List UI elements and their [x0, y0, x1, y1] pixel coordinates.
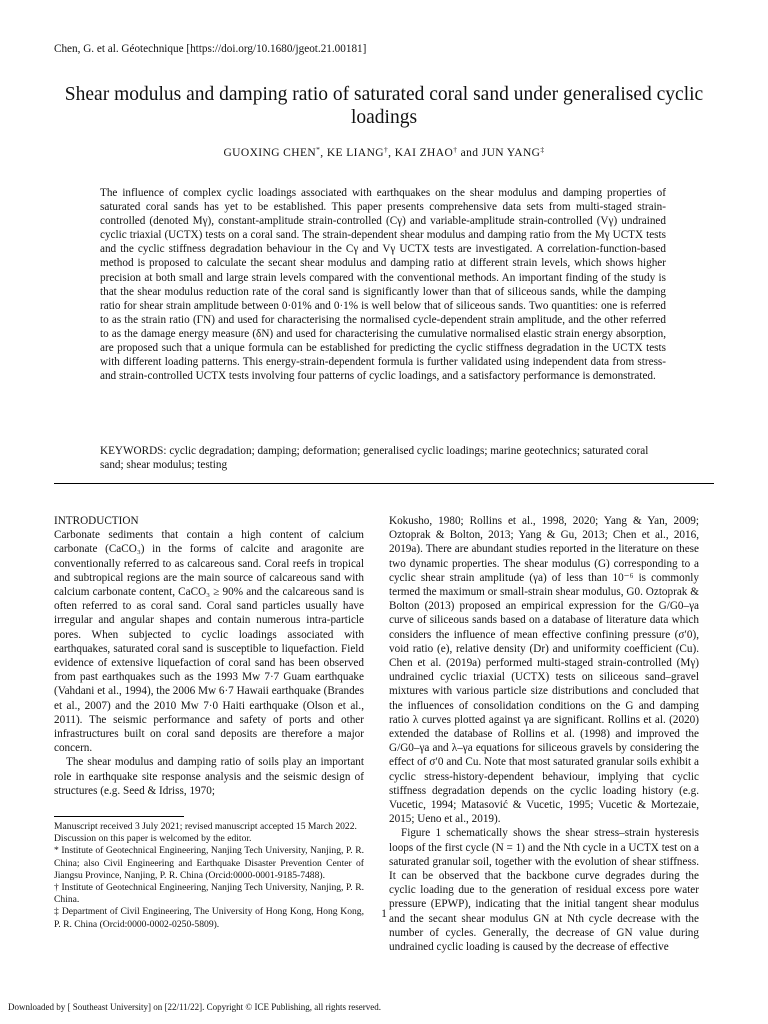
footnote-divider — [54, 816, 184, 817]
author-list — [54, 146, 714, 160]
author-name: KAI ZHAO — [394, 147, 454, 159]
author-conjunction: and — [457, 147, 482, 159]
author-affiliation-mark: † — [384, 145, 389, 154]
left-column — [54, 514, 364, 798]
footnote-affiliation: ‡ Department of Civil Engineering, The University of Hong Kong, Hong Kong, P. R. China (Orcid:0000-0002-0250-5809). — [54, 906, 364, 930]
article-title: Shear modulus and damping ratio of saturated coral sand under generalised cyclic loadings — [64, 84, 704, 128]
keywords — [100, 444, 666, 472]
author-separator: , — [388, 147, 395, 159]
author-affiliation-mark: ‡ — [540, 145, 545, 154]
author-affiliation-mark: * — [316, 145, 321, 154]
author-name: KE LIANG — [326, 147, 384, 159]
footnote-discussion: Discussion on this paper is welcomed by the editor. — [54, 833, 252, 845]
paragraph: Kokusho, 1980; Rollins et al., 1998, 2020; Yang & Yan, 2009; Oztoprak & Bolton, 2013; Yang & Gu, 2013; Chen et al., 2016, 2019a). There are abundant studies reported in the literature on these two dynamic properties. The shear modulus (G) corresponding to a cyclic shear strain amplitude (γa) of less than 10⁻⁶ is commonly termed the maximum or small-strain shear modulus, G0. Oztoprak & Bolton (2013) proposed an empirical expression for the G/G0–γa curve of siliceous sands based on a database of literature data which considers the influence of mean effective confining pressure (σ′0), void ratio (e), relative density (Dr) and uniformity coefficient (Cu). Chen et al. (2019a) performed multi-staged strain-controlled (Mγ) undrained cyclic triaxial (UCTX) tests on siliceous sand–gravel mixtures with various particle size distributions and concluded that the influences of consolidation conditions on the G and damping ratio λ curves plotted against γa are significant. Rollins et al. (2020) extended the database of Rollins et al. (1998) and improved the G/G0–γa and λ–γa equations for siliceous gravels by considering the effect of σ′0 and Cu. Note that most saturated granular soils exhibit a cyclic stress-history-dependent behaviour, implying that cyclic stiffness degradation depends on the cyclic loading history (e.g. Vucetic, 1994; Matasović & Vucetic, 1995; Vucetic & Mortezaie, 2015; Ueno et al., 2019). — [389, 515, 699, 826]
paragraph: Figure 1 schematically shows the shear stress–strain hysteresis loops of the first cycle (N = 1) and the Nth cycle in a UCTX test on a saturated granular soil, together with the evolution of shear stiffness. It can be observed that the backbone curve degrades during the cyclic loading due to the generation of residual excess pore water pressure (EPWP), indicating that the initial tangent shear modulus and the secant shear modulus GN at Nth cycle decrease with the number of cycles. Generally, the decrease of GN value during undrained cyclic loading is caused by the decrease of effective — [389, 827, 699, 954]
author-name: JUN YANG — [481, 147, 541, 159]
abstract — [100, 186, 666, 383]
right-column — [389, 514, 699, 954]
footnote-affiliation: * Institute of Geotechnical Engineering, Nanjing Tech University, Nanjing, P. R. China; also Civil Engineering and Earthquake Disaster Prevention Center of Jiangsu Province, Nanjing, P. R. China (Orcid:0000-0001-9185-7488). — [54, 845, 364, 881]
paragraph: The shear modulus and damping ratio of soils play an important role in earthquake site response analysis and the seismic design of structures (e.g. Seed & Idriss, 1970; — [54, 756, 364, 797]
footnote-affiliation: † Institute of Geotechnical Engineering, Nanjing Tech University, Nanjing, P. R. China. — [54, 882, 364, 906]
author-affiliation-mark: † — [453, 145, 458, 154]
abstract-text: The influence of complex cyclic loadings associated with earthquakes on the shear modulus and damping properties of saturated coral sands has yet to be established. This paper presents comprehensive data sets from multi-staged strain-controlled (denoted Mγ), constant-amplitude strain-controlled (Cγ) and variable-amplitude strain-controlled (Vγ) undrained cyclic triaxial (UCTX) tests on a coral sand. The strain-dependent shear modulus and damping ratio from the Mγ UCTX tests and the cyclic stiffness degradation behaviour in the Cγ and Vγ UCTX tests are investigated. A correlation-function-based method is proposed to calculate the secant shear modulus and damping ratio at different strain levels, which shows higher precision at both small and large strain levels compared with the conventional methods. An important finding of the study is that the shear modulus reduction rate of the coral sand is significantly lower than that of siliceous sands, while the damping ratio for shear strain amplitude between 0·01% and 0·1% is well below that of siliceous sands. Two quantities: one is referred to as the strain ratio (ΓN) and used for characterising the normalised cycle-dependent strain amplitude, and the other referred to as the damage energy measure (δN) and used for characterising the cumulative normalised elastic strain energy absorption, are proposed such that a unique formula can be established for predicting the cyclic stiffness degradation in the UCTX tests with different loading patterns. This energy-strain-dependent formula is further validated using independent data from stress- and strain-controlled UCTX tests involving four patterns of cyclic loadings, and a satisfactory performance is demonstrated. — [100, 187, 666, 383]
paragraph: Carbonate sediments that contain a high content of calcium carbonate (CaCO₃) in the forms of calcite and aragonite are conventionally referred to as calcareous sand. Coral reefs in tropical and subtropical regions are the main source of calcareous sand with calcium carbonate content, CaCO₃ ≥ 90% and the calcareous sand is often referred to as coral sand. Coral sand particles usually have irregular and angular shapes and contain numerous intra-particle pores. When subjected to cyclic loadings associated with earthquakes, saturated coral sand is susceptible to liquefaction. Field evidence of extensive liquefaction of coral sand has been observed from past earthquakes such as the 1993 Mw 7·7 Guam earthquake (Vahdani et al., 1994), the 2006 Mw 6·7 Hawaii earthquake (Brandes et al., 2007) and the 2010 Mw 7·0 Haiti earthquake (Olson et al., 2011). The seismic performance and safety of ports and other infrastructures built on coral sand deposits are therefore a major concern. — [54, 529, 364, 755]
download-notice: Downloaded by [ Southeast University] on [22/11/22]. Copyright © ICE Publishing, all rights reserved. — [8, 1002, 381, 1012]
keywords-list: cyclic degradation; damping; deformation; generalised cyclic loadings; marine geotechnics; saturated coral sand; shear modulus; testing — [100, 445, 649, 472]
author-separator: , — [320, 147, 327, 159]
keywords-label: KEYWORDS: — [100, 445, 167, 457]
journal-citation: Chen, G. et al. Géotechnique [https://doi.org/10.1680/jgeot.21.00181] — [54, 43, 367, 55]
section-divider — [54, 483, 714, 484]
author-name: GUOXING CHEN — [223, 147, 317, 159]
footnote-received: Manuscript received 3 July 2021; revised manuscript accepted 15 March 2022. — [54, 821, 357, 832]
page-number: 1 — [381, 908, 387, 920]
section-heading: INTRODUCTION — [54, 515, 139, 527]
